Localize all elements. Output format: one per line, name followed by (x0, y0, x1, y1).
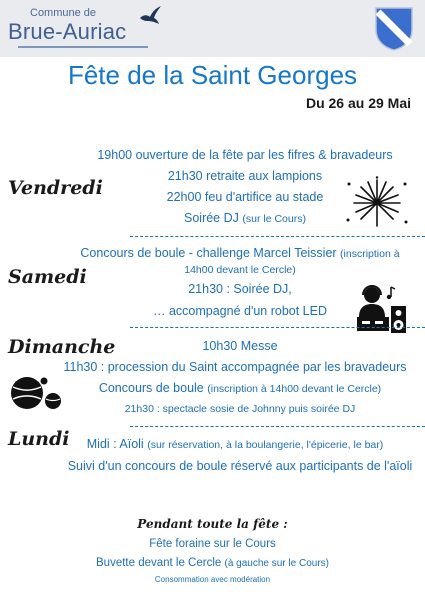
vendredi-line-1: 19h00 ouverture de la fête par les fifres & bravadeurs (97, 148, 393, 162)
dimanche-line-1: 10h30 Messe (202, 339, 278, 353)
logo-subtitle: Commune de (30, 7, 97, 19)
header-banner (0, 0, 425, 57)
samedi-line-3: 21h30 : Soirée DJ, (188, 282, 292, 296)
dimanche-line-4: 21h30 : spectacle sosie de Johnny puis soirée DJ (124, 403, 356, 415)
samedi-line-2: 14h00 devant le Cercle) (184, 264, 296, 276)
lundi-line-1 (55, 437, 415, 451)
day-vendredi: Vendredi (8, 177, 103, 199)
coat-of-arms-icon (374, 6, 414, 52)
petanque-balls-icon (8, 373, 64, 413)
samedi-inscription: (inscription à (340, 248, 400, 260)
dimanche-concours: Concours de boule (98, 381, 204, 395)
logo-title: Brue-Auriac (8, 19, 127, 44)
lundi-aioli: Midi : Aïoli (86, 437, 144, 451)
vendredi-line-3: 22h00 feu d'artifice au stade (166, 190, 324, 204)
day-dimanche: Dimanche (8, 336, 116, 358)
footer-line-2 (0, 557, 425, 569)
footer-note: Consommation avec modération (154, 575, 271, 584)
dimanche-line-3 (60, 381, 420, 395)
vendredi-soiree-place: (sur le Cours) (242, 213, 306, 225)
vendredi-soiree: Soirée DJ (184, 211, 239, 225)
day-lundi: Lundi (8, 428, 70, 450)
samedi-line-1 (60, 246, 420, 260)
footer-line-1: Fête foraine sur le Cours (149, 538, 276, 550)
lundi-reservation: (sur réservation, à la boulangerie, l'épicerie, le bar) (147, 439, 384, 451)
fireworks-icon (344, 176, 410, 232)
lundi-line-2: Suivi d'un concours de boule réservé aux participants de l'aïoli (67, 459, 413, 473)
page-title: Fête de la Saint Georges (67, 60, 358, 90)
event-dates: Du 26 au 29 Mai (305, 95, 411, 111)
samedi-line-4: … accompagné d'un robot LED (152, 304, 328, 318)
dimanche-line-2: 11h30 : procession du Saint accompagnée par les bravadeurs (63, 360, 407, 374)
footer-buvette-place: (à gauche sur le Cours) (224, 558, 329, 569)
samedi-concours: Concours de boule - challenge Marcel Teissier (80, 246, 337, 260)
footer-title: Pendant toute la fête : (137, 517, 288, 531)
dimanche-inscription: (inscription à 14h00 devant le Cercle) (207, 383, 382, 395)
section-divider (130, 426, 425, 427)
logo-underline (18, 46, 148, 48)
dove-icon (138, 4, 162, 26)
section-divider (130, 236, 425, 237)
vendredi-line-2: 21h30 retraite aux lampions (167, 169, 323, 183)
day-samedi: Samedi (8, 266, 87, 288)
footer-buvette: Buvette devant le Cercle (96, 557, 222, 569)
section-divider (130, 327, 425, 328)
